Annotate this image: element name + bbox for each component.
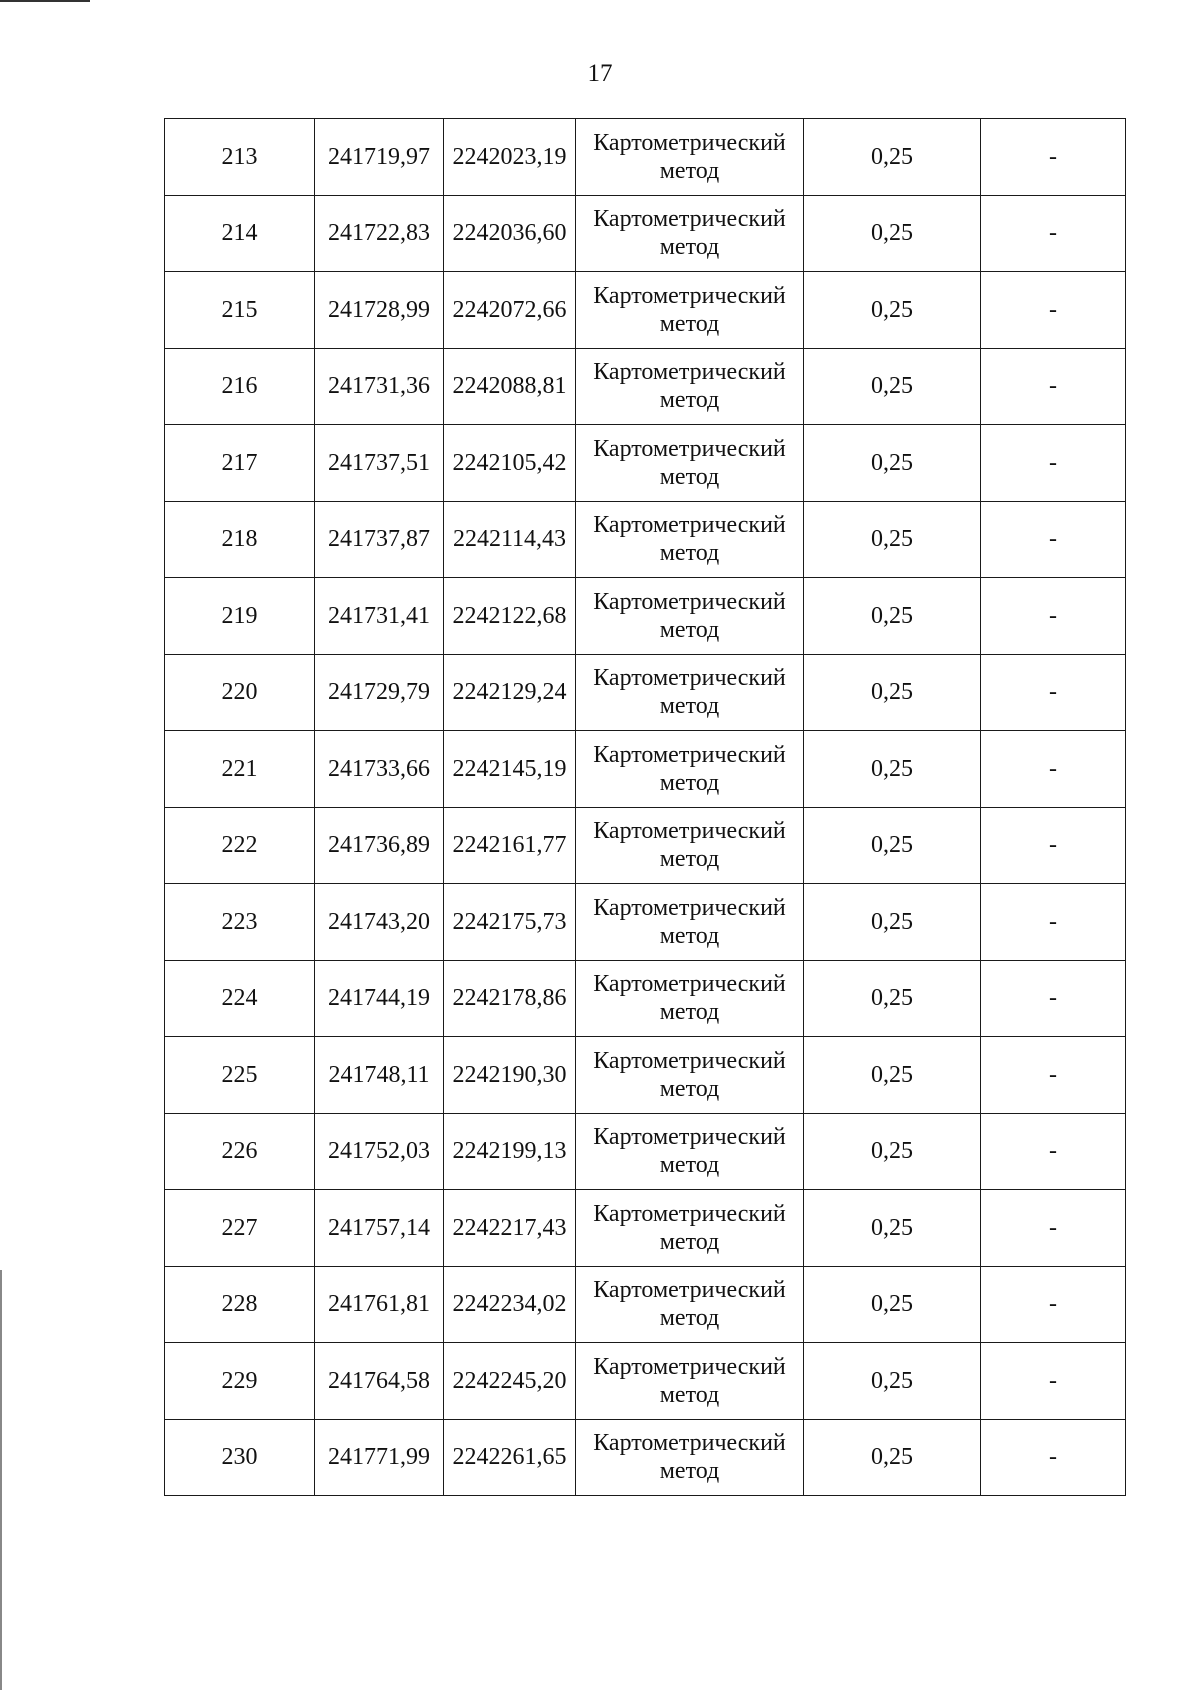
x-coordinate-cell: 241737,87 [315, 501, 444, 578]
scan-artifact-top-left [0, 0, 90, 2]
y-coordinate-cell: 2242036,60 [444, 195, 576, 272]
accuracy-cell: 0,25 [804, 501, 981, 578]
note-cell: - [981, 1266, 1126, 1343]
method-line: Картометрический [593, 282, 786, 309]
note-cell: - [981, 501, 1126, 578]
note-cell: - [981, 1190, 1126, 1267]
method-line: Картометрический [593, 741, 786, 768]
table-row [165, 348, 1126, 425]
method-cell [576, 960, 804, 1037]
method-cell [576, 195, 804, 272]
table-row [165, 731, 1126, 808]
method-line: Картометрический [593, 818, 786, 845]
method-cell [576, 348, 804, 425]
note-cell: - [981, 578, 1126, 655]
y-coordinate-cell: 2242234,02 [444, 1266, 576, 1343]
table-row [165, 1343, 1126, 1420]
note-cell: - [981, 119, 1126, 196]
table-row [165, 807, 1126, 884]
accuracy-cell: 0,25 [804, 1037, 981, 1114]
point-number-cell: 228 [165, 1266, 315, 1343]
point-number-cell: 219 [165, 578, 315, 655]
note-cell: - [981, 1113, 1126, 1190]
table-row [165, 1266, 1126, 1343]
table-row [165, 195, 1126, 272]
table-row [165, 1113, 1126, 1190]
method-line: Картометрический [593, 512, 786, 539]
accuracy-cell: 0,25 [804, 731, 981, 808]
method-line: метод [659, 1381, 720, 1408]
y-coordinate-cell: 2242261,65 [444, 1419, 576, 1496]
method-cell [576, 119, 804, 196]
method-line: метод [659, 693, 720, 720]
table-row [165, 578, 1126, 655]
accuracy-cell: 0,25 [804, 807, 981, 884]
note-cell: - [981, 884, 1126, 961]
method-line: метод [659, 310, 720, 337]
y-coordinate-cell: 2242129,24 [444, 654, 576, 731]
accuracy-cell: 0,25 [804, 654, 981, 731]
y-coordinate-cell: 2242088,81 [444, 348, 576, 425]
method-line: метод [659, 1228, 720, 1255]
point-number-cell: 214 [165, 195, 315, 272]
method-cell [576, 272, 804, 349]
y-coordinate-cell: 2242175,73 [444, 884, 576, 961]
method-line: метод [659, 922, 720, 949]
method-cell [576, 1419, 804, 1496]
note-cell: - [981, 960, 1126, 1037]
method-line: Картометрический [593, 971, 786, 998]
y-coordinate-cell: 2242114,43 [444, 501, 576, 578]
method-line: Картометрический [593, 588, 786, 615]
method-line: Картометрический [593, 129, 786, 156]
method-line: Картометрический [593, 1430, 786, 1457]
table-row [165, 1037, 1126, 1114]
y-coordinate-cell: 2242122,68 [444, 578, 576, 655]
method-cell [576, 884, 804, 961]
y-coordinate-cell: 2242105,42 [444, 425, 576, 502]
method-line: Картометрический [593, 1047, 786, 1074]
point-number-cell: 223 [165, 884, 315, 961]
note-cell: - [981, 425, 1126, 502]
point-number-cell: 221 [165, 731, 315, 808]
accuracy-cell: 0,25 [804, 195, 981, 272]
point-number-cell: 222 [165, 807, 315, 884]
method-cell [576, 807, 804, 884]
method-line: Картометрический [593, 1200, 786, 1227]
x-coordinate-cell: 241757,14 [315, 1190, 444, 1267]
x-coordinate-cell: 241731,41 [315, 578, 444, 655]
y-coordinate-cell: 2242145,19 [444, 731, 576, 808]
note-cell: - [981, 731, 1126, 808]
accuracy-cell: 0,25 [804, 425, 981, 502]
page-number: 17 [587, 60, 613, 87]
method-line: метод [659, 157, 720, 184]
y-coordinate-cell: 2242190,30 [444, 1037, 576, 1114]
x-coordinate-cell: 241722,83 [315, 195, 444, 272]
point-number-cell: 213 [165, 119, 315, 196]
point-number-cell: 225 [165, 1037, 315, 1114]
x-coordinate-cell: 241764,58 [315, 1343, 444, 1420]
table-row [165, 119, 1126, 196]
method-cell [576, 425, 804, 502]
method-line: Картометрический [593, 665, 786, 692]
method-line: метод [659, 1075, 720, 1102]
table-row [165, 1190, 1126, 1267]
accuracy-cell: 0,25 [804, 1266, 981, 1343]
note-cell: - [981, 272, 1126, 349]
table-row [165, 501, 1126, 578]
method-line: метод [659, 616, 720, 643]
table-body [165, 119, 1126, 1496]
table-row [165, 884, 1126, 961]
note-cell: - [981, 1037, 1126, 1114]
x-coordinate-cell: 241771,99 [315, 1419, 444, 1496]
method-line: метод [659, 999, 720, 1026]
method-line: Картометрический [593, 1353, 786, 1380]
y-coordinate-cell: 2242245,20 [444, 1343, 576, 1420]
method-line: метод [659, 846, 720, 873]
note-cell: - [981, 1419, 1126, 1496]
x-coordinate-cell: 241752,03 [315, 1113, 444, 1190]
accuracy-cell: 0,25 [804, 1190, 981, 1267]
method-cell [576, 654, 804, 731]
x-coordinate-cell: 241761,81 [315, 1266, 444, 1343]
method-line: метод [659, 1305, 720, 1332]
note-cell: - [981, 195, 1126, 272]
method-line: Картометрический [593, 1124, 786, 1151]
method-line: Картометрический [593, 435, 786, 462]
table-row [165, 960, 1126, 1037]
accuracy-cell: 0,25 [804, 119, 981, 196]
point-number-cell: 224 [165, 960, 315, 1037]
accuracy-cell: 0,25 [804, 884, 981, 961]
table-row [165, 1419, 1126, 1496]
accuracy-cell: 0,25 [804, 960, 981, 1037]
point-number-cell: 216 [165, 348, 315, 425]
method-line: метод [659, 769, 720, 796]
method-cell [576, 1037, 804, 1114]
accuracy-cell: 0,25 [804, 1343, 981, 1420]
method-line: метод [659, 234, 720, 261]
table-row [165, 654, 1126, 731]
method-line: Картометрический [593, 206, 786, 233]
method-cell [576, 578, 804, 655]
accuracy-cell: 0,25 [804, 1419, 981, 1496]
x-coordinate-cell: 241743,20 [315, 884, 444, 961]
point-number-cell: 215 [165, 272, 315, 349]
note-cell: - [981, 807, 1126, 884]
method-line: метод [659, 1458, 720, 1485]
method-cell [576, 1266, 804, 1343]
method-line: метод [659, 463, 720, 490]
x-coordinate-cell: 241733,66 [315, 731, 444, 808]
y-coordinate-cell: 2242217,43 [444, 1190, 576, 1267]
method-line: Картометрический [593, 1277, 786, 1304]
x-coordinate-cell: 241737,51 [315, 425, 444, 502]
method-cell [576, 1113, 804, 1190]
y-coordinate-cell: 2242161,77 [444, 807, 576, 884]
accuracy-cell: 0,25 [804, 1113, 981, 1190]
accuracy-cell: 0,25 [804, 348, 981, 425]
point-number-cell: 218 [165, 501, 315, 578]
y-coordinate-cell: 2242023,19 [444, 119, 576, 196]
point-number-cell: 220 [165, 654, 315, 731]
method-cell [576, 731, 804, 808]
accuracy-cell: 0,25 [804, 272, 981, 349]
scan-artifact-left-edge [0, 1270, 2, 1690]
x-coordinate-cell: 241728,99 [315, 272, 444, 349]
x-coordinate-cell: 241719,97 [315, 119, 444, 196]
method-line: Картометрический [593, 894, 786, 921]
method-line: метод [659, 1152, 720, 1179]
table-row [165, 272, 1126, 349]
method-line: Картометрический [593, 359, 786, 386]
y-coordinate-cell: 2242072,66 [444, 272, 576, 349]
coordinates-table [164, 118, 1126, 1496]
note-cell: - [981, 654, 1126, 731]
point-number-cell: 217 [165, 425, 315, 502]
point-number-cell: 230 [165, 1419, 315, 1496]
table-row [165, 425, 1126, 502]
point-number-cell: 226 [165, 1113, 315, 1190]
method-line: метод [659, 540, 720, 567]
y-coordinate-cell: 2242199,13 [444, 1113, 576, 1190]
note-cell: - [981, 348, 1126, 425]
y-coordinate-cell: 2242178,86 [444, 960, 576, 1037]
x-coordinate-cell: 241744,19 [315, 960, 444, 1037]
x-coordinate-cell: 241748,11 [315, 1037, 444, 1114]
point-number-cell: 227 [165, 1190, 315, 1267]
point-number-cell: 229 [165, 1343, 315, 1420]
x-coordinate-cell: 241736,89 [315, 807, 444, 884]
x-coordinate-cell: 241729,79 [315, 654, 444, 731]
method-cell [576, 501, 804, 578]
method-line: метод [659, 387, 720, 414]
method-cell [576, 1343, 804, 1420]
method-cell [576, 1190, 804, 1267]
x-coordinate-cell: 241731,36 [315, 348, 444, 425]
note-cell: - [981, 1343, 1126, 1420]
accuracy-cell: 0,25 [804, 578, 981, 655]
